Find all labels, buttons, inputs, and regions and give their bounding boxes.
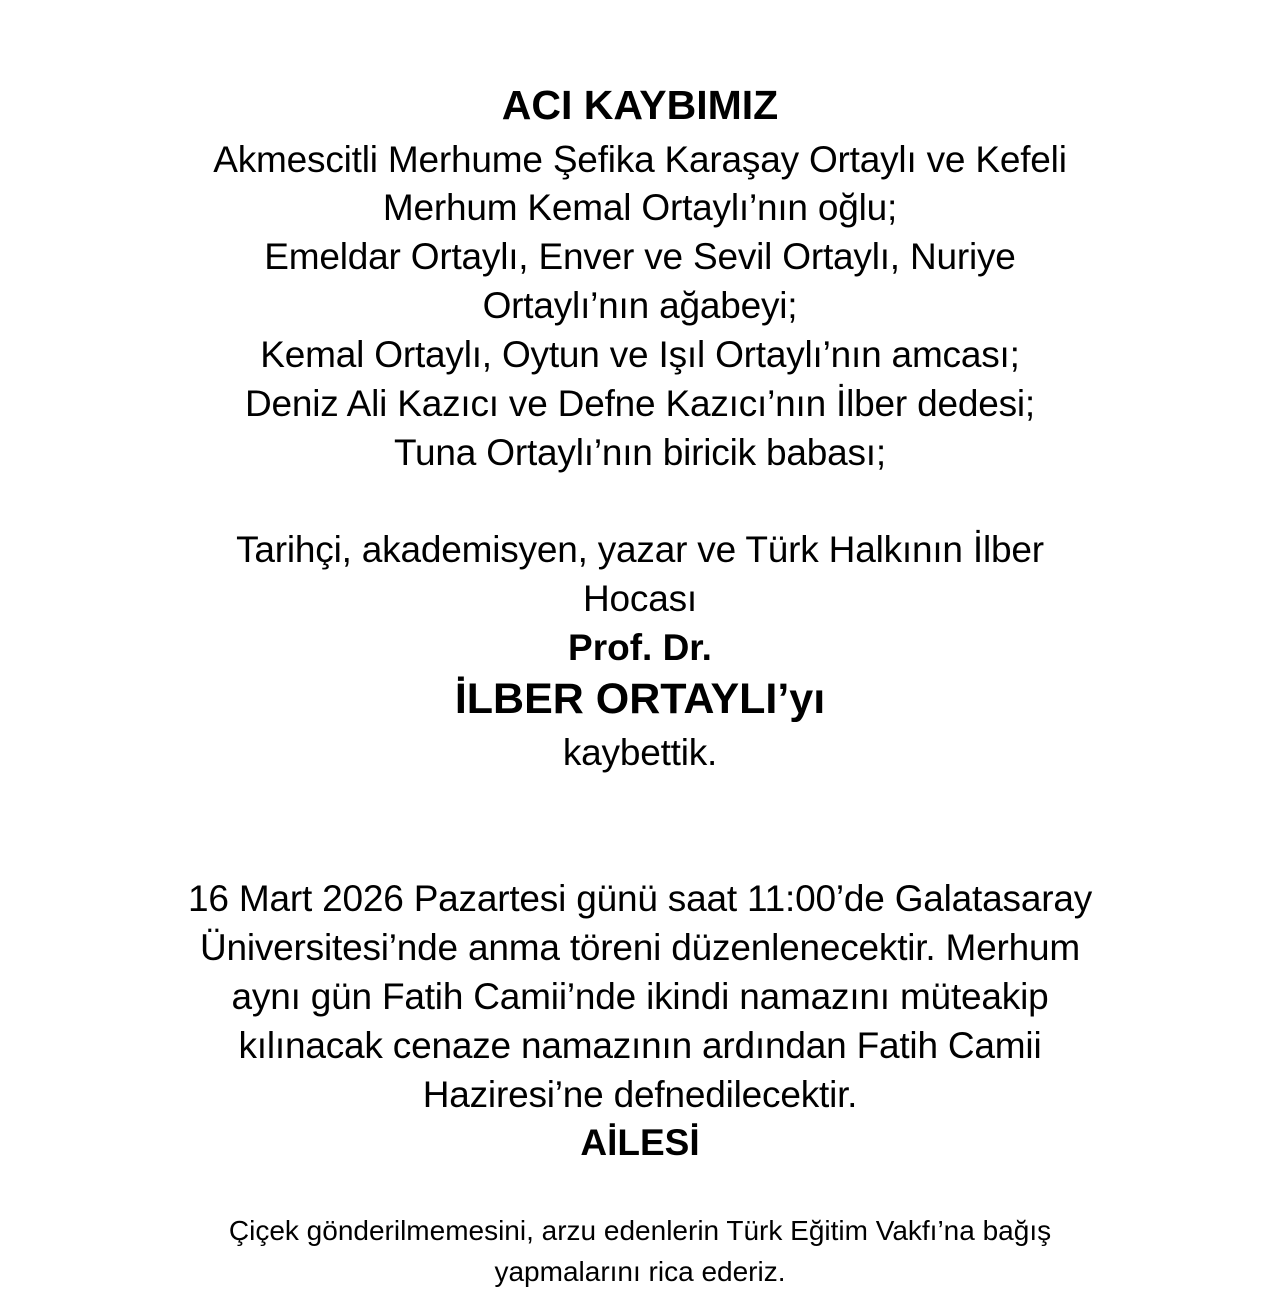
deceased-name-text: İLBER ORTAYLI — [454, 675, 778, 723]
closing-text: kaybettik. — [562, 732, 718, 773]
footer-line: yapmalarını rica ederiz. — [494, 1256, 786, 1287]
ceremony-line: kılınacak cenaze namazının ardından Fatih Camii — [238, 1025, 1042, 1066]
family-line: Kemal Ortaylı, Oytun ve Işıl Ortaylı’nın amcası; — [260, 334, 1020, 375]
family-line: Emeldar Ortaylı, Enver ve Sevil Ortaylı, Nuriye — [264, 236, 1016, 277]
ceremony-line: aynı gün Fatih Camii’nde ikindi namazını müteakip — [231, 976, 1049, 1017]
ceremony-line: Haziresi’ne defnedilecektir. — [422, 1074, 858, 1115]
family-line: Deniz Ali Kazıcı ve Defne Kazıcı’nın İlber dedesi; — [244, 383, 1036, 424]
ceremony-line: 16 Mart 2026 Pazartesi günü saat 11:00’de Galatasaray — [187, 878, 1092, 919]
footer-line: Çiçek gönderilmemesini, arzu edenlerin Türk Eğitim Vakfı’na bağış — [228, 1215, 1052, 1246]
family-line: Tuna Ortaylı’nın biricik babası; — [394, 432, 886, 473]
family-line: Merhum Kemal Ortaylı’nın oğlu; — [382, 187, 898, 228]
ceremony-line: Üniversitesi’nde anma töreni düzenlenecektir. Merhum — [199, 927, 1081, 968]
family-line: Akmescitli Merhume Şefika Karaşay Ortaylı ve Kefeli — [213, 139, 1067, 180]
deceased-name — [0, 675, 1280, 723]
signature: AİLESİ — [580, 1122, 700, 1163]
honorific-title: Prof. Dr. — [568, 627, 712, 668]
family-line: Ortaylı’nın ağabeyi; — [482, 285, 798, 326]
description-line: Tarihçi, akademisyen, yazar ve Türk Halkının İlber — [236, 529, 1044, 570]
description-line: Hocası — [583, 578, 697, 619]
deceased-name-suffix: ’yı — [777, 675, 826, 723]
notice-title: ACI KAYBIMIZ — [501, 82, 779, 128]
